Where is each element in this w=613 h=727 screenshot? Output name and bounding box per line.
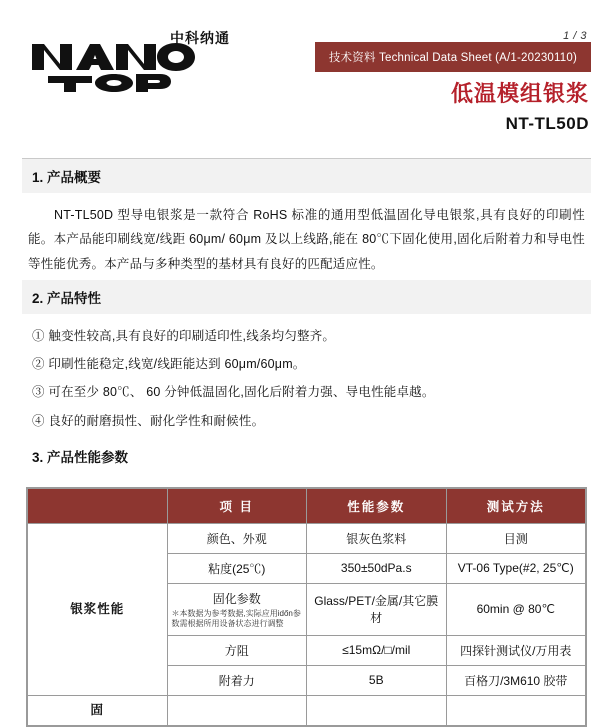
table-row <box>28 695 586 725</box>
spec-table-wrapper <box>26 487 587 727</box>
cell-test <box>446 695 586 725</box>
cell-item: 粘度(25℃) <box>167 553 307 583</box>
column-header-value: 性能参数 <box>307 488 447 523</box>
cell-test: 60min @ 80℃ <box>446 583 586 635</box>
product-title-cn: 低温模组银浆 <box>450 81 589 106</box>
table-corner-cell <box>28 488 168 523</box>
cell-test: 目测 <box>446 523 586 553</box>
cell-item-note: ＊本数据为参考数据,实际应用időn参数需根据所用设备状态进行调整 <box>171 608 301 628</box>
document-header <box>22 22 591 133</box>
cell-value: 银灰色浆料 <box>307 523 447 553</box>
document-page <box>0 22 613 716</box>
spec-table <box>27 488 586 726</box>
cell-item: 颜色、外观 <box>167 523 307 553</box>
column-header-item: 项 目 <box>167 488 307 523</box>
cell-item-label: 固化参数 <box>212 591 261 606</box>
row-group-label-paste: 银浆性能 <box>28 523 168 695</box>
section-heading-specs: 3. 产品性能参数 <box>32 449 129 465</box>
cell-test: 百格刀/3M610 胶带 <box>446 665 586 695</box>
row-group-label-cured: 固 <box>28 695 168 725</box>
cell-value: 5B <box>307 665 447 695</box>
cell-item <box>167 583 307 635</box>
feature-list <box>22 314 591 439</box>
cell-test: VT-06 Type(#2, 25℃) <box>446 553 586 583</box>
overview-text: NT-TL50D 型导电银浆是一款符合 RoHS 标准的通用型低温固化导电银浆,具有良好的印刷性能。本产品能印刷线宽/线距 60μm/ 60μm 及以上线路,能在 80℃下固化使用,固化后附着力和导电性等性能优秀。本产品与多种类型的基材具有良好的匹配适应性。 <box>28 208 585 271</box>
list-item: ① 触变性较高,具有良好的印刷适印性,线条均匀整齐。 <box>32 329 336 344</box>
list-item: ④ 良好的耐磨损性、耐化学性和耐候性。 <box>32 413 265 428</box>
product-code: NT-TL50D <box>505 114 589 133</box>
brand-chinese-text: 中科纳通 <box>170 30 230 46</box>
cell-value: Glass/PET/金属/其它膜材 <box>307 583 447 635</box>
brand-chinese-name <box>170 30 244 46</box>
tds-badge: 技术资料 Technical Data Sheet (A/1-20230110) <box>315 42 591 72</box>
page-number: 1 / 3 <box>563 30 587 42</box>
list-item: ② 印刷性能稳定,线宽/线距能达到 60μm/60μm。 <box>32 357 306 372</box>
cell-item <box>167 695 307 725</box>
list-item: ③ 可在至少 80℃、 60 分钟低温固化,固化后附着力强、导电性能卓越。 <box>32 385 435 400</box>
cell-value: 350±50dPa.s <box>307 553 447 583</box>
column-header-test: 测试方法 <box>446 488 586 523</box>
cell-item: 方阻 <box>167 635 307 665</box>
cell-value <box>307 695 447 725</box>
cell-item: 附着力 <box>167 665 307 695</box>
cell-test: 四探针测试仪/万用表 <box>446 635 586 665</box>
table-header-row <box>28 488 586 523</box>
section-heading-features: 2. 产品特性 <box>22 280 591 314</box>
table-row <box>28 523 586 553</box>
cell-value: ≤15mΩ/□/mil <box>307 635 447 665</box>
section-heading-overview: 1. 产品概要 <box>22 159 591 193</box>
section-overview-body <box>22 193 591 280</box>
